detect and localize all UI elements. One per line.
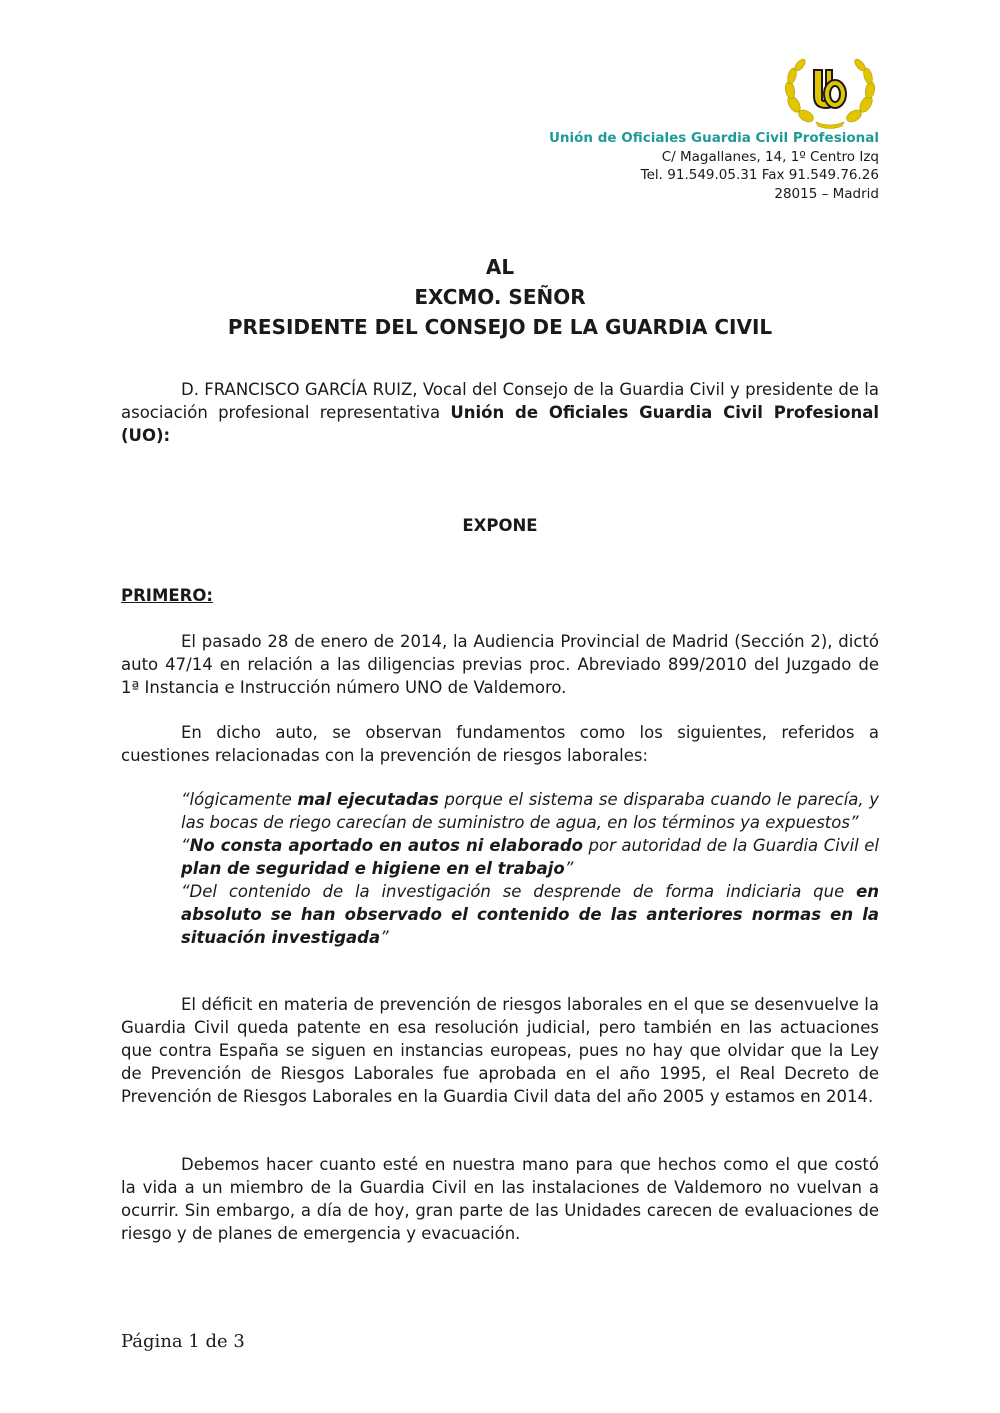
section-heading-expone: EXPONE — [462, 516, 538, 535]
intro-paragraph — [121, 378, 879, 447]
letterhead — [549, 129, 879, 203]
paragraph-4 — [121, 1153, 879, 1245]
quote-2 — [181, 834, 879, 880]
laurel-uo-emblem-icon — [780, 56, 880, 130]
quote-3-part-c: ” — [380, 928, 389, 947]
phone-fax: Tel. 91.549.05.31 Fax 91.549.76.26 — [640, 167, 879, 183]
address: C/ Magallanes, 14, 1º Centro Izq — [661, 148, 879, 165]
quote-2-part-e: ” — [564, 859, 574, 878]
quotations-block — [181, 788, 879, 949]
title-line-3: PRESIDENTE DEL CONSEJO DE LA GUARDIA CIVIL — [227, 315, 773, 339]
paragraph-1-text: El pasado 28 de enero de 2014, la Audiencia Provincial de Madrid (Sección 2), dictó auto 47/14 en relación a las diligencias previas proc. Abreviado 899/2010 del Juzgado de 1ª Instancia e Instrucción número UNO de Valdemoro. — [121, 632, 879, 697]
quote-2-part-c: por autoridad de la Guardia Civil el — [582, 836, 879, 855]
quote-2-part-a: “ — [181, 836, 190, 855]
city: 28015 – Madrid — [774, 185, 879, 202]
quote-1-part-a: “lógicamente — [181, 790, 298, 809]
quote-3-part-a: “Del contenido de la investigación se desprende de forma indiciaria que — [181, 882, 857, 901]
quote-2-bold-2: plan de seguridad e higiene en el trabajo — [181, 859, 565, 878]
quote-3-bold: en absoluto se han observado el contenido de las anteriores normas en la situación investigada — [181, 882, 879, 947]
title-line-2: EXCMO. SEÑOR — [414, 285, 586, 309]
section-heading-primero: PRIMERO: — [121, 586, 213, 605]
quote-1-bold: mal ejecutadas — [297, 790, 439, 809]
title-line-1: AL — [485, 255, 515, 279]
paragraph-1 — [121, 630, 879, 699]
addressee-title — [0, 252, 1000, 342]
paragraph-2 — [121, 721, 879, 767]
quote-3 — [181, 880, 879, 949]
intro-bold: Unión de Oficiales Guardia Civil Profesional (UO): — [121, 403, 879, 445]
paragraph-3 — [121, 993, 879, 1108]
quote-1-part-c: porque el sistema se disparaba cuando le parecía, y las bocas de riego carecían de suministro de agua, en los términos ya expuestos” — [181, 790, 879, 832]
page-number: Página 1 de 3 — [121, 1331, 245, 1352]
paragraph-2-text: En dicho auto, se observan fundamentos como los siguientes, referidos a cuestiones relacionadas con la prevención de riesgos laborales: — [121, 723, 879, 765]
intro-text: D. FRANCISCO GARCÍA RUIZ, Vocal del Consejo de la Guardia Civil y presidente de la asociación profesional representativa — [121, 380, 879, 422]
paragraph-4-text: Debemos hacer cuanto esté en nuestra mano para que hechos como el que costó la vida a un miembro de la Guardia Civil en las instalaciones de Valdemoro no vuelvan a ocurrir. Sin embargo, a día de hoy, gran parte de las Unidades carecen de evaluaciones de riesgo y de planes de emergencia y evacuación. — [121, 1155, 879, 1243]
org-name: Unión de Oficiales Guardia Civil Profesional — [548, 130, 879, 146]
quote-1 — [181, 788, 879, 834]
quote-2-bold-1: No consta aportado en autos ni elaborado — [189, 836, 583, 855]
uo-logo — [780, 56, 880, 130]
paragraph-3-text: El déficit en materia de prevención de riesgos laborales en el que se desenvuelve la Guardia Civil queda patente en esa resolución judicial, pero también en las actuaciones que contra España se siguen en instancias europeas, pues no hay que olvidar que la Ley de Prevención de Riesgos Laborales fue aprobada en el año 1995, el Real Decreto de Prevención de Riesgos Laborales en la Guardia Civil data del año 2005 y estamos en 2014. — [121, 995, 879, 1106]
